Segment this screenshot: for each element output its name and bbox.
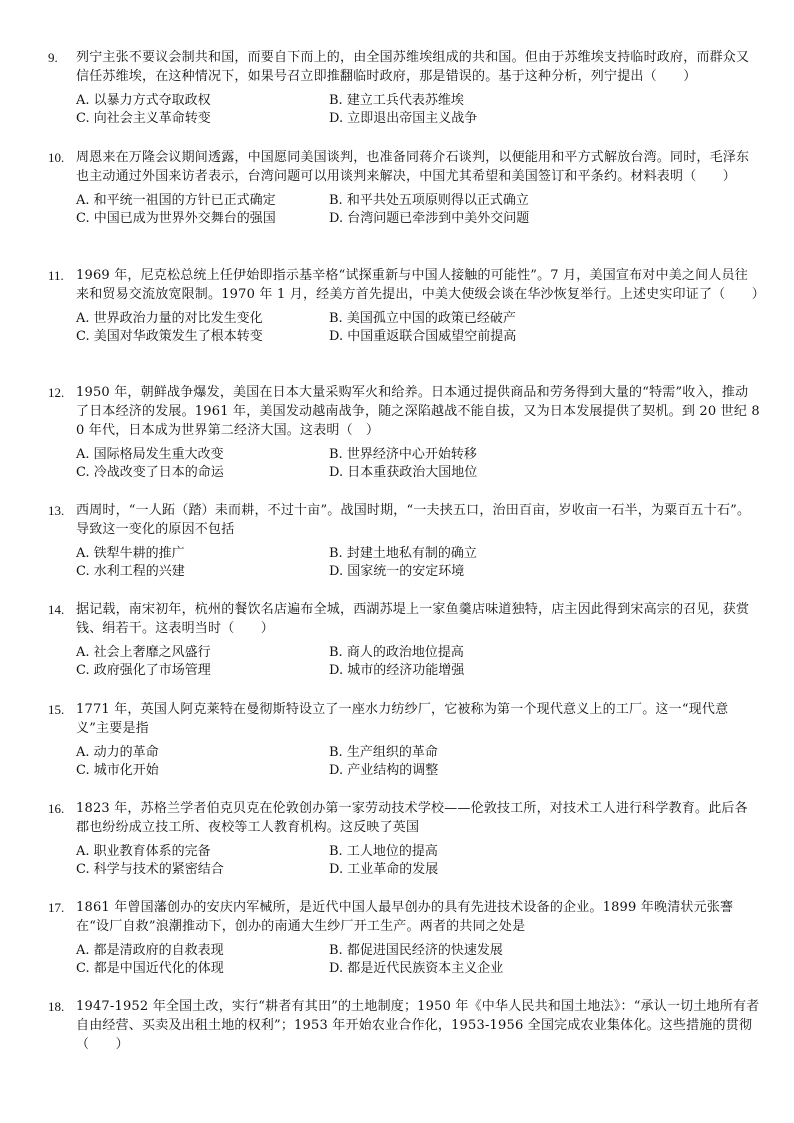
options xyxy=(76,744,760,780)
option-a[interactable]: A. 社会上奢靡之风盛行 xyxy=(76,645,211,660)
option-d[interactable]: D. 中国重返联合国威望空前提高 xyxy=(329,329,517,344)
option-d[interactable]: D. 日本重获政治大国地位 xyxy=(329,465,478,480)
question-11 xyxy=(48,266,765,346)
option-d[interactable]: D. 都是近代民族资本主义企业 xyxy=(329,961,504,976)
option-a[interactable]: A. 职业教育体系的完备 xyxy=(76,844,211,859)
question-stem: 1969 年，尼克松总统上任伊始即指示基辛格“试探重新与中国人接触的可能性”。7 月，美国宣布对中美之间人员往来和贸易交流放宽限制。1970 年 1 月，经美方首先提出，中美大使级会谈在华沙恢复举行。上述史实印证了（ ） xyxy=(76,268,765,302)
options xyxy=(76,446,760,482)
options xyxy=(76,192,760,228)
question-stem: 1947-1952 年全国土改，实行“耕者有其田”的土地制度；1950 年《中华人民共和国土地法》：“承认一切土地所有者自由经营、买卖及出租土地的权利”；1953 年开始农业合作化，1953-1956 全国完成农业集体化。这些措施的贯彻（ ） xyxy=(76,999,760,1052)
option-d[interactable]: D. 台湾问题已牵涉到中美外交问题 xyxy=(329,211,530,226)
option-c[interactable]: C. 科学与技术的紧密结合 xyxy=(76,862,224,877)
option-b[interactable]: B. 生产组织的革命 xyxy=(329,745,438,760)
option-c[interactable]: C. 美国对华政策发生了根本转变 xyxy=(76,329,263,344)
question-number: 14. xyxy=(48,602,65,617)
option-d[interactable]: D. 产业结构的调整 xyxy=(329,763,439,778)
option-c[interactable]: C. 冷战改变了日本的命运 xyxy=(76,465,224,480)
option-a[interactable]: A. 和平统一祖国的方针已正式确定 xyxy=(76,193,276,208)
option-d[interactable]: D. 立即退出帝国主义战争 xyxy=(329,111,478,126)
question-16 xyxy=(48,799,760,879)
question-number: 15. xyxy=(48,702,65,717)
option-b[interactable]: B. 商人的政治地位提高 xyxy=(329,645,464,660)
question-stem: 1950 年，朝鲜战争爆发，美国在日本大量采购军火和给养。日本通过提供商品和劳务得到大量的“特需”收入，推动了日本经济的发展。1961 年，美国发动越南战争，随之深陷越战不能自拔，又为日本发展提供了契机。到 20 世纪 80 年代，日本成为世界第二经济大国。这表明（ ） xyxy=(76,385,760,438)
option-a[interactable]: A. 动力的革命 xyxy=(76,745,159,760)
option-c[interactable]: C. 向社会主义革命转变 xyxy=(76,111,211,126)
option-b[interactable]: B. 工人地位的提高 xyxy=(329,844,438,859)
option-c[interactable]: C. 都是中国近代化的体现 xyxy=(76,961,224,976)
question-15 xyxy=(48,700,760,780)
option-a[interactable]: A. 世界政治力量的对比发生变化 xyxy=(76,311,263,326)
question-stem: 据记载，南宋初年，杭州的餐饮名店遍布全城，西湖苏堤上一家鱼羹店味道独特，店主因此得到宋高宗的召见，获赏钱、绢若干。这表明当时（ ） xyxy=(76,602,750,636)
question-number: 10. xyxy=(48,150,65,165)
question-9 xyxy=(48,48,760,128)
question-stem: 列宁主张不要议会制共和国，而要自下而上的，由全国苏维埃组成的共和国。但由于苏维埃支持临时政府，而群众又信任苏维埃，在这种情况下，如果号召立即推翻临时政府，那是错误的。基于这种分析，列宁提出（ ） xyxy=(76,50,750,84)
question-number: 18. xyxy=(48,999,65,1014)
question-number: 11. xyxy=(48,268,64,283)
question-number: 17. xyxy=(48,900,65,915)
question-13 xyxy=(48,501,760,581)
options xyxy=(76,644,760,680)
option-b[interactable]: B. 美国孤立中国的政策已经破产 xyxy=(329,311,516,326)
option-c[interactable]: C. 水利工程的兴建 xyxy=(76,564,185,579)
option-d[interactable]: D. 国家统一的安定环境 xyxy=(329,564,465,579)
question-number: 16. xyxy=(48,801,65,816)
question-stem: 1771 年，英国人阿克莱特在曼彻斯特设立了一座水力纺纱厂，它被称为第一个现代意义上的工厂。这一“现代意义”主要是指 xyxy=(76,702,729,736)
question-10 xyxy=(48,148,760,228)
question-stem: 1823 年，苏格兰学者伯克贝克在伦敦创办第一家劳动技术学校——伦敦技工所，对技术工人进行科学教育。此后各郡也纷纷成立技工所、夜校等工人教育机构。这反映了英国 xyxy=(76,801,748,835)
option-a[interactable]: A. 国际格局发生重大改变 xyxy=(76,447,224,462)
option-a[interactable]: A. 以暴力方式夺取政权 xyxy=(76,93,211,108)
options xyxy=(76,310,760,346)
question-14 xyxy=(48,600,760,680)
option-c[interactable]: C. 城市化开始 xyxy=(76,763,159,778)
question-18 xyxy=(48,997,760,1054)
option-c[interactable]: C. 中国已成为世界外交舞台的强国 xyxy=(76,211,276,226)
question-17 xyxy=(48,898,760,978)
question-stem: 西周时，“一人跖（踏）耒而耕，不过十亩”。战国时期，“一夫挟五口，治田百亩，岁收亩一石半，为粟百五十石”。导致这一变化的原因不包括 xyxy=(76,503,751,537)
question-number: 9. xyxy=(48,50,58,65)
option-b[interactable]: B. 都促进国民经济的快速发展 xyxy=(329,943,503,958)
option-a[interactable]: A. 铁犁牛耕的推广 xyxy=(76,546,185,561)
question-stem: 周恩来在万隆会议期间透露，中国愿同美国谈判，也准备同蒋介石谈判，以便能用和平方式解放台湾。同时，毛泽东也主动通过外国来访者表示，台湾问题可以用谈判来解决，中国尤其希望和美国签订和平条约。材料表明（ ） xyxy=(76,150,750,184)
options xyxy=(76,92,760,128)
option-d[interactable]: D. 工业革命的发展 xyxy=(329,862,439,877)
options xyxy=(76,545,760,581)
option-b[interactable]: B. 世界经济中心开始转移 xyxy=(329,447,477,462)
options xyxy=(76,942,760,978)
option-b[interactable]: B. 封建土地私有制的确立 xyxy=(329,546,477,561)
option-b[interactable]: B. 和平共处五项原则得以正式确立 xyxy=(329,193,529,208)
option-a[interactable]: A. 都是清政府的自救表现 xyxy=(76,943,224,958)
option-c[interactable]: C. 政府强化了市场管理 xyxy=(76,663,211,678)
question-number: 12. xyxy=(48,385,65,400)
question-12 xyxy=(48,383,760,482)
question-stem: 1861 年曾国藩创办的安庆内军械所，是近代中国人最早创办的具有先进技术设备的企业。1899 年晚清状元张謇在“设厂自救”浪潮推动下，创办的南通大生纱厂开工生产。两者的共同之处是 xyxy=(76,900,734,934)
option-b[interactable]: B. 建立工兵代表苏维埃 xyxy=(329,93,464,108)
options xyxy=(76,843,760,879)
question-number: 13. xyxy=(48,503,65,518)
option-d[interactable]: D. 城市的经济功能增强 xyxy=(329,663,465,678)
